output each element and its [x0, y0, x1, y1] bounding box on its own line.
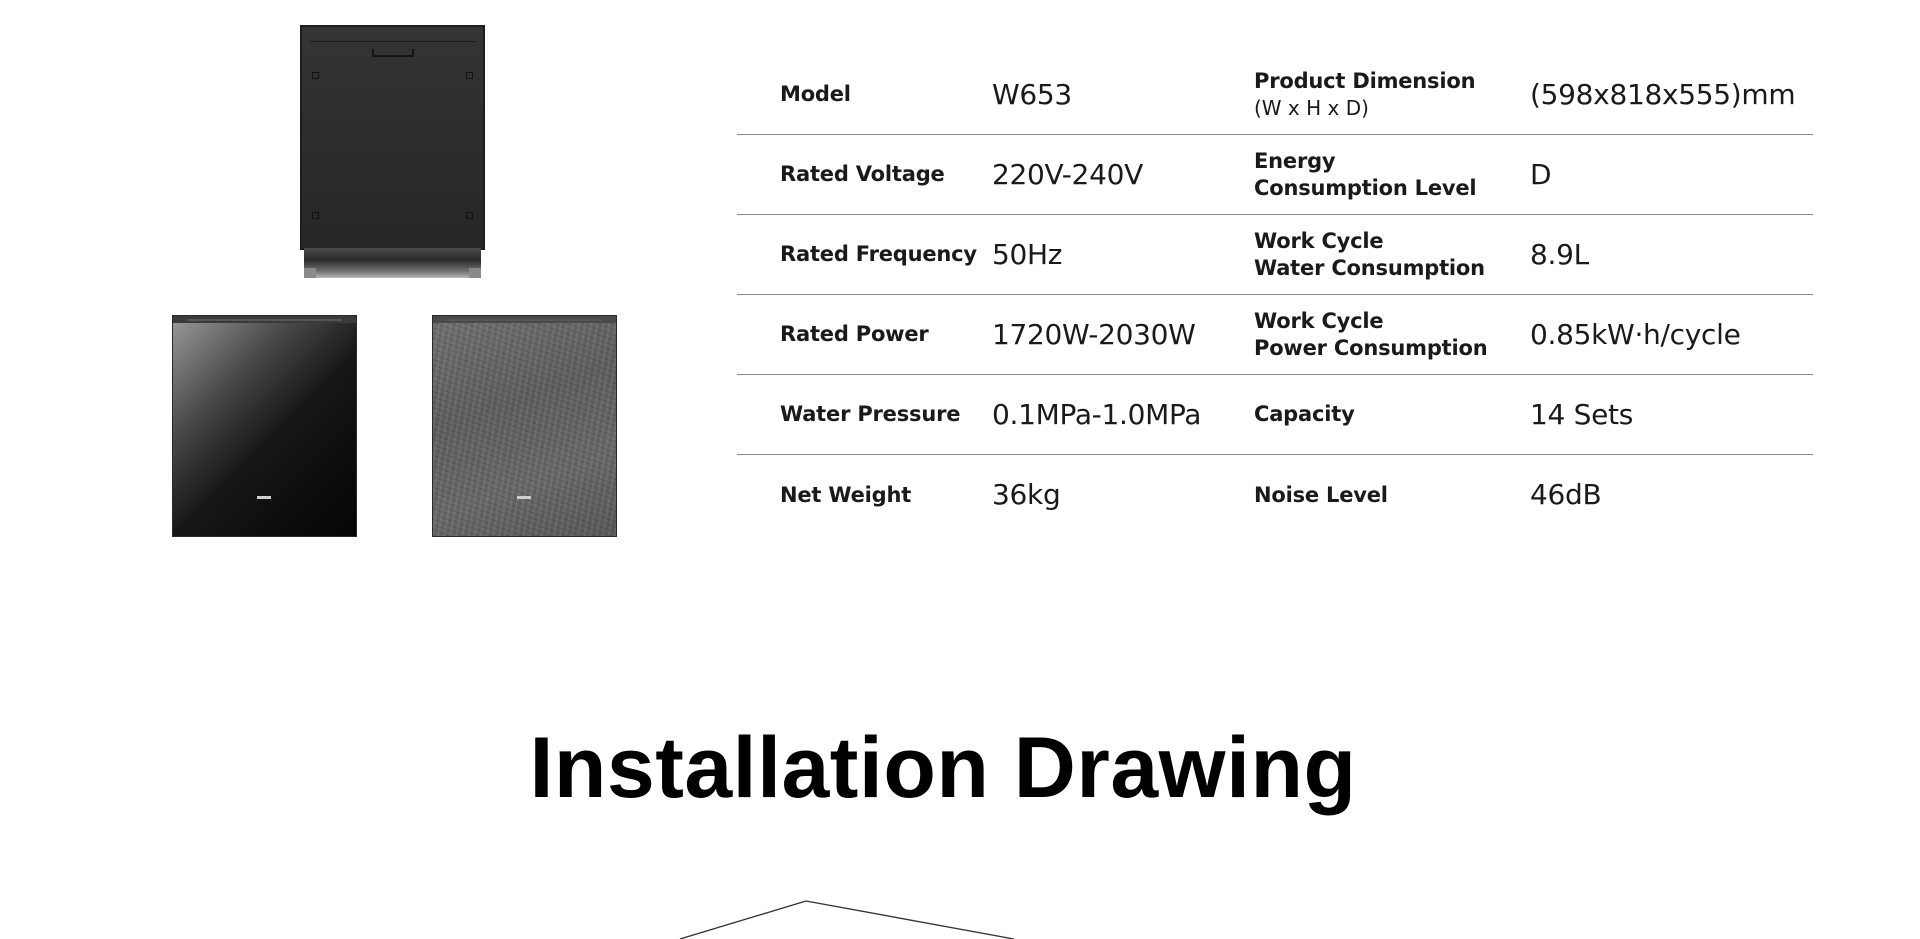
spec-value: 0.1MPa-1.0MPa [992, 397, 1202, 431]
spec-label: Capacity [1254, 402, 1355, 426]
spec-label-cell [1254, 135, 1514, 214]
spec-label: Model [780, 82, 851, 106]
spec-label: Energy [1254, 148, 1336, 173]
specification-table [737, 55, 1813, 535]
spec-row-rated-frequency [737, 215, 1813, 295]
frame-base [304, 248, 481, 278]
door-handle-line [187, 319, 342, 321]
spec-label-cell [780, 455, 980, 535]
spec-label-line2: Power Consumption [1254, 335, 1488, 360]
spec-value: 50Hz [992, 237, 1063, 271]
spec-label-cell [780, 295, 980, 374]
spec-value-cell [1530, 135, 1810, 214]
spec-label-cell [780, 375, 980, 454]
spec-label-sub: (W x H x D) [1254, 96, 1369, 120]
glass-black-door-image [172, 315, 357, 537]
spec-row-model [737, 55, 1813, 135]
spec-value-cell [992, 375, 1212, 454]
spec-value: 1720W-2030W [992, 317, 1196, 351]
installation-drawing-outline [640, 890, 1040, 939]
spec-label: Water Pressure [780, 402, 961, 426]
spec-label-cell [780, 135, 980, 214]
stone-grey-door-image [432, 315, 617, 537]
spec-row-rated-power [737, 295, 1813, 375]
spec-label: Net Weight [780, 482, 912, 507]
spec-label-cell [1254, 455, 1514, 535]
spec-label: Rated Power [780, 322, 929, 346]
frame-foot [304, 268, 316, 278]
spec-value: 36kg [992, 478, 1061, 511]
mount-hole [312, 72, 319, 79]
spec-value-cell [992, 455, 1212, 535]
product-images [0, 0, 700, 560]
frame-foot [469, 268, 481, 278]
spec-value-cell [1530, 375, 1810, 454]
mount-hole [466, 72, 473, 79]
spec-label: Work Cycle [1254, 228, 1384, 253]
spec-value: 0.85kW·h/cycle [1530, 317, 1741, 351]
spec-value: 8.9L [1530, 237, 1589, 271]
spec-value: 14 Sets [1530, 397, 1633, 431]
spec-label: Noise Level [1254, 482, 1388, 507]
spec-value-cell [1530, 295, 1810, 374]
frame-top-bar [310, 31, 475, 42]
spec-value-cell [992, 135, 1212, 214]
spec-value: 220V-240V [992, 157, 1143, 191]
mount-hole [312, 212, 319, 219]
mount-hole [466, 212, 473, 219]
door-handle-line [447, 319, 602, 321]
spec-label-cell [1254, 215, 1514, 294]
spec-label: Product Dimension [1254, 69, 1476, 93]
dishwasher-frame-image [300, 25, 485, 280]
spec-row-water-pressure [737, 375, 1813, 455]
spec-value-cell [1530, 55, 1810, 134]
spec-value: (598x818x555)mm [1530, 77, 1796, 111]
installation-drawing-title: Installation Drawing [529, 720, 1357, 816]
spec-label-cell [1254, 55, 1514, 134]
spec-label: Rated Voltage [780, 162, 945, 186]
spec-value-cell [1530, 215, 1810, 294]
spec-row-rated-voltage [737, 135, 1813, 215]
spec-label-cell [1254, 295, 1514, 374]
spec-label-line2: Water Consumption [1254, 255, 1485, 280]
spec-value-cell [1530, 455, 1810, 535]
spec-value: D [1530, 157, 1552, 191]
frame-handle [372, 49, 414, 57]
spec-label-line2: Consumption Level [1254, 175, 1477, 200]
spec-value-cell [992, 215, 1212, 294]
frame-body [300, 25, 485, 250]
spec-value: 46dB [1530, 478, 1602, 511]
spec-label: Rated Frequency [780, 242, 977, 266]
spec-row-net-weight [737, 455, 1813, 535]
spec-label: Work Cycle [1254, 308, 1384, 333]
spec-label-cell [780, 215, 980, 294]
spec-label-cell [780, 55, 980, 134]
spec-value-cell [992, 295, 1212, 374]
spec-label-cell [1254, 375, 1514, 454]
door-logo [257, 496, 271, 499]
spec-value-cell [992, 55, 1212, 134]
door-logo [517, 496, 531, 499]
spec-value: W653 [992, 77, 1072, 111]
